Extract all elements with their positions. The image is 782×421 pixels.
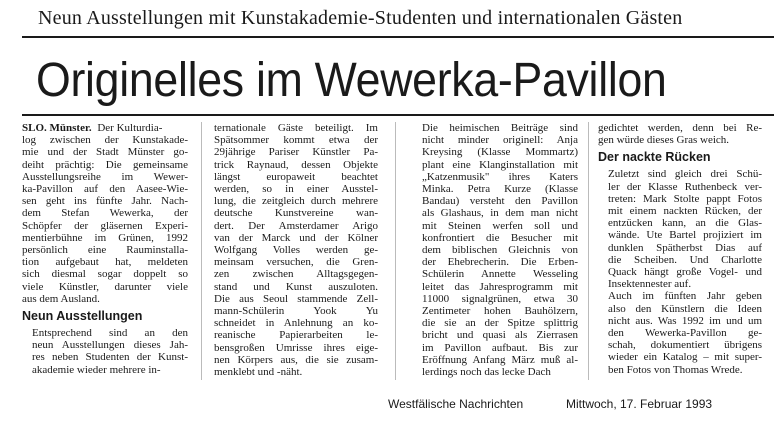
text-line: Insektennester auf. [608, 278, 692, 291]
text-line: 11000 signalgrünen, etwa 30 [422, 292, 578, 305]
text-line: Entsprechend sind an den [32, 327, 188, 340]
text-line: nen Körpers aus, die sie zusam- [214, 353, 378, 366]
text-line: der Ehebrecherin. Die Erben- [422, 256, 578, 269]
text-line: Bandau) versteht den Pavillon [422, 195, 578, 208]
text-line: bensgroßen Umrisse ihres eige- [214, 341, 378, 354]
text-line: zen zwischen Alltagsgegen- [214, 268, 378, 281]
text-line: entzücken kann, an die Glas- [608, 217, 762, 230]
text-line: Kreysing (Klasse Mommartz) [422, 146, 578, 159]
text-line: den Wewerka-Pavillon ge- [608, 327, 762, 340]
text-line: gen würde dieses Gras weich. [598, 134, 730, 147]
text-line: mit einem nackten Rücken, der [608, 205, 762, 218]
column-1-paragraph-2 [22, 327, 188, 376]
column-4 [598, 122, 762, 376]
text-line: persönlich eine Rauminstalla- [22, 244, 188, 257]
text-line: trick Raynaud, dessen Objekte [214, 158, 378, 171]
text-line: ka-Pavillon auf den Aasee-Wie- [22, 183, 188, 196]
text-line: schah, dokumentiert übrigens [608, 339, 762, 352]
column-1-paragraph-1 [22, 122, 188, 305]
text-line: Eröffnung Anfang März muß al- [422, 353, 578, 366]
text-line: Wolfgang Volles werden ge- [214, 244, 378, 257]
text-line: akademie wieder mehrere in- [32, 363, 161, 376]
text-line: Der Kulturdia- [97, 122, 163, 134]
text-line: mit Steinen werfen soll und [422, 219, 578, 232]
text-line: reanische Papierarbeiten le- [214, 329, 378, 342]
text-line: sich diesmal sogar doppelt so [22, 268, 188, 281]
text-line: Schülerin Annette Wesseling [422, 268, 578, 281]
text-line: 29jährige Pariser Künstler Pa- [214, 146, 378, 159]
text-line: lung, die zeitgleich durch mehrere [214, 195, 378, 208]
source-credit: Westfälische Nachrichten [388, 397, 524, 411]
text-line: lerdings noch das lecke Dach [422, 366, 551, 379]
text-line: wieder ein Katalog – mit super- [608, 351, 762, 364]
text-line: Spätsommer kommt etwa der [214, 134, 378, 147]
text-line: deiht prächtig: Die gemeinsame [22, 158, 188, 171]
text-line: wände. Ute Bartel projiziert im [608, 229, 762, 242]
text-line: res neben Studenten der Kunst- [32, 351, 188, 364]
text-line: längst europaweit beachtet [214, 170, 378, 183]
text-line: die Scheiben. Und Charlotte [608, 253, 762, 266]
text-line: viele Künstler, darunter viele [22, 280, 188, 293]
text-line: „Katzenmusik" ihres Katers [422, 170, 578, 183]
column-1 [22, 122, 188, 376]
text-line: Minka. Petra Kurze (Klasse [422, 183, 578, 196]
subhead-neun-ausstellungen: Neun Ausstellungen [22, 309, 143, 324]
text-line: Schöpfer der gläsernen Experi- [22, 219, 188, 232]
text-line: Quack hängt große Vogel- und [608, 266, 762, 279]
text-line: plant eine Klanginstallation mit [422, 158, 578, 171]
column-divider-3 [588, 122, 589, 380]
column-2 [214, 122, 378, 378]
text-line: als Glashaus, in dem man nicht [422, 207, 578, 220]
kicker-line: Neun Ausstellungen mit Kunstakademie-Studenten und internationalen Gästen [38, 7, 683, 29]
text-line: schneidet in Anlehnung an ko- [214, 317, 378, 330]
text-line: dem Stefan Wewerka, der [22, 207, 188, 220]
text-line: deutsche Kunstvereine wan- [214, 207, 378, 220]
column-4-paragraph-1 [598, 122, 762, 146]
text-line: Die aus Seoul stammende Zell- [214, 292, 378, 305]
text-line: ben Fotos von Thomas Wrede. [608, 363, 743, 376]
text-line: gedichtet werden, denn bei Re- [598, 122, 762, 134]
text-line: konfrontiert die Besucher mit [422, 231, 578, 244]
dateline-lead: SLO. Münster. [22, 122, 92, 134]
headline: Originelles im Wewerka-Pavillon [36, 54, 667, 107]
text-line: Zentimeter hohen Bauhölzern, [422, 305, 578, 318]
text-line: dem biblischen Gleichnis von [422, 244, 578, 257]
column-4-paragraph-3 [598, 290, 762, 375]
text-line: Die heimischen Beiträge sind [422, 122, 578, 134]
text-line: mentierbühne im Grünen, 1992 [22, 231, 188, 244]
text-line: Auch im fünften Jahr geben [608, 290, 762, 303]
text-line: ler der Klasse Ruthenbeck ver- [608, 180, 762, 193]
text-line: dert. Der Amsterdamer Arigo [214, 219, 378, 232]
text-line: aus dem Ausland. [22, 292, 100, 305]
column-3-paragraph-1 [412, 122, 578, 378]
text-line: bricht und quasi als Zierrasen [422, 329, 578, 342]
column-divider-1 [201, 122, 202, 380]
text-line: mann-Schülerin Yook Yu [214, 305, 378, 318]
text-line: im Pavillon aufbaut. Bis zur [422, 341, 578, 354]
text-line: die sie an der Spitze splittrig [422, 317, 578, 330]
text-line: van der Marck und der Kölner [214, 231, 378, 244]
text-line: sen geht ins fünfte Jahr. Nach- [22, 195, 188, 208]
text-line: ternationale Gäste beteiligt. Im [214, 122, 378, 134]
text-line: log zwischen der Kunstakade- [22, 134, 188, 147]
text-line: Zuletzt sind gleich drei Schü- [608, 168, 762, 181]
text-line: Ausstellungsreihe im Wewer- [22, 170, 188, 183]
column-4-paragraph-2 [598, 168, 762, 290]
text-line: tion aufgebaut hat, meldeten [22, 256, 188, 269]
text-line: leitet das Jahresprogramm mit [422, 280, 578, 293]
text-line: stand und Kunst auszuloten. [214, 280, 378, 293]
text-line: treten: Mark Stolte pappt Fotos [608, 192, 762, 205]
column-3 [412, 122, 578, 378]
text-line: also den Künstlern die Ideen [608, 302, 762, 315]
text-line: menklebt und -näht. [214, 366, 303, 379]
text-line: meinsam versuchen, die Gren- [214, 256, 378, 269]
text-line: dunklen Spätherbst Dias auf [608, 241, 762, 254]
column-2-paragraph-1 [214, 122, 378, 378]
text-line: werden, so in einer Ausstel- [214, 183, 378, 196]
column-divider-2 [395, 122, 396, 380]
publication-date: Mittwoch, 17. Februar 1993 [566, 397, 713, 411]
text-line: mie und der Stadt Münster go- [22, 146, 188, 159]
headline-rule [22, 114, 774, 116]
text-line: nicht minder originell: Anja [422, 134, 578, 147]
subhead-der-nackte-ruecken: Der nackte Rücken [598, 150, 711, 165]
text-line: nicht aus. Was 1992 im und um [608, 314, 762, 327]
kicker-rule [22, 36, 774, 38]
text-line: neun Ausstellungen dieses Jah- [32, 339, 188, 352]
